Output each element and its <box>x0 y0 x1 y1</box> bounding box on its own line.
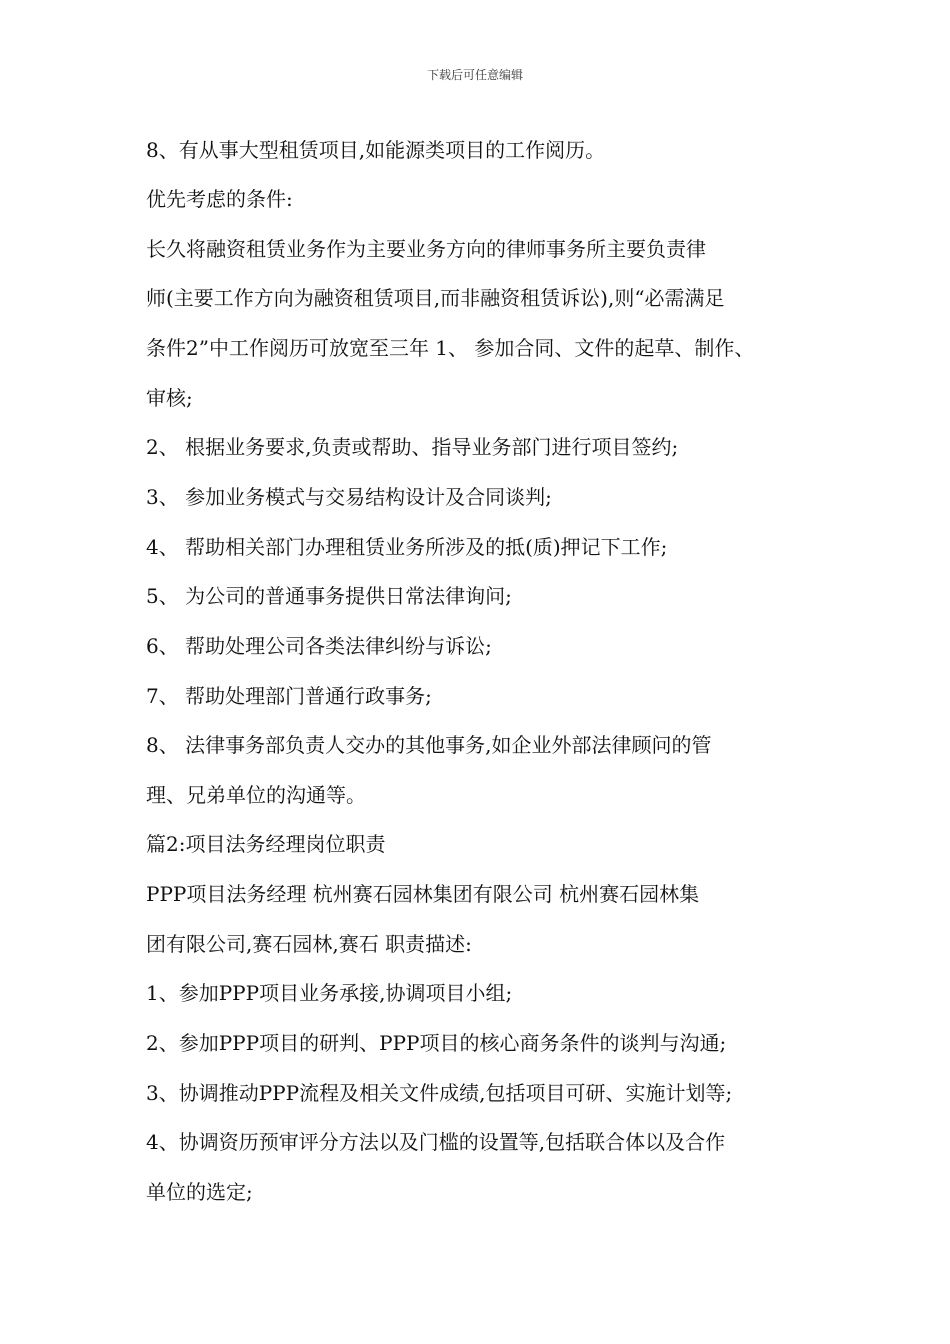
text-line: 1、参加PPP项目业务承接,协调项目小组; <box>146 981 513 1005</box>
page-header: 下载后可任意编辑 <box>426 68 523 82</box>
text-line: 8、有从事大型租赁项目,如能源类项目的工作阅历。 <box>146 138 606 162</box>
text-line: 3、协调推动PPP流程及相关文件成绩,包括项目可研、实施计划等; <box>146 1081 733 1105</box>
text-line: 3、 参加业务模式与交易结构设计及合同谈判; <box>146 485 552 509</box>
text-line: 8、 法律事务部负责人交办的其他事务,如企业外部法律顾问的管 <box>146 733 712 757</box>
text-line: 优先考虑的条件: <box>146 187 293 211</box>
text-line: 2、 根据业务要求,负责或帮助、指导业务部门进行项目签约; <box>146 435 679 459</box>
text-line: 条件2”中工作阅历可放宽至三年 1、 参加合同、文件的起草、制作、 <box>146 336 755 360</box>
text-line: 理、兄弟单位的沟通等。 <box>146 783 366 807</box>
section-heading: 篇2:项目法务经理岗位职责 <box>146 832 386 856</box>
text-line: 5、 为公司的普通事务提供日常法律询问; <box>146 584 512 608</box>
text-line: 4、协调资历预审评分方法以及门槛的设置等,包括联合体以及合作 <box>146 1130 726 1154</box>
text-line: 团有限公司,赛石园林,赛石 职责描述: <box>146 932 472 956</box>
text-line: 7、 帮助处理部门普通行政事务; <box>146 684 432 708</box>
text-line: 单位的选定; <box>146 1180 253 1204</box>
text-line: PPP项目法务经理 杭州赛石园林集团有限公司 杭州赛石园林集 <box>146 882 700 906</box>
text-line: 2、参加PPP项目的研判、PPP项目的核心商务条件的谈判与沟通; <box>146 1031 727 1055</box>
text-line: 长久将融资租赁业务作为主要业务方向的律师事务所主要负责律 <box>146 237 706 261</box>
text-line: 审核; <box>146 386 193 410</box>
text-line: 师(主要工作方向为融资租赁项目,而非融资租赁诉讼),则“必需满足 <box>146 286 725 310</box>
text-line: 4、 帮助相关部门办理租赁业务所涉及的抵(质)押记下工作; <box>146 535 668 559</box>
text-line: 6、 帮助处理公司各类法律纠纷与诉讼; <box>146 634 492 658</box>
